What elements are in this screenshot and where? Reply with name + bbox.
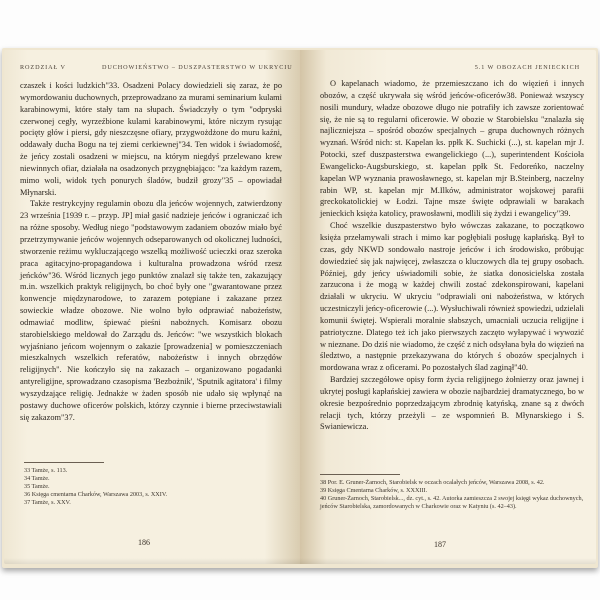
running-head-chapter: ROZDZIAŁ V [20,64,66,71]
footnote-rule [320,474,400,475]
open-book [2,48,598,568]
page-number-left: 186 [138,538,150,547]
footnote: 33 Tamże, s. 113. [24,467,68,474]
right-body-text [320,78,584,433]
footnote-rule [24,462,104,463]
paragraph: O kapelanach wiadomo, że przemieszczano ich do więzień i innych obozów, a część ukrywała się wśród jeńców-oficerów38. Ponieważ wszyscy nosili mundury, władze obozowe długo nie potrafiły ich zawsze zorientować się, że nie są to regularni oficerowie. W obozie w Starobielsku "znalazła się najliczniejsza – spośród obozów specjalnych – grupa duchownych różnych wyznań. Wśród nich: st. Kapelan ks. ppłk K. Suchicki (...), st. kapelan mjr J. Potocki, szef duszpasterstwa ewangelickiego (...), superintendent Kościoła Ewangelicko-Augsburskiego, st. kapelan ppłk St. Fedoreńko, naczelny kapelan WP wyznania prawosławnego, st. kapelan mjr B.Steinberg, naczelny rabin WP, st. kapelan mjr M.Ilków, administrator wojskowej parafii greckokatolickiej w Łodzi. Tajne msze święte odprawiali w barakach jenieckich księża katolicy, prawosławni, modlili się żydzi i ewangelicy"39. [320,79,584,219]
page-shadow [4,558,300,564]
footnote: 35 Tamże. [24,483,50,491]
left-body-text [20,80,282,423]
paragraph: Choć wszelkie duszpasterstwo było wówczas zakazane, to początkowo księża przełamywali strach i mimo kar pogłębiali posługę kapłańską. Był to czas, gdy NKWD sondowało nastroje jeńców i ich środowisko, próbując dowiedzieć się jak najwięcej, zwłaszcza o kluczowych dla tej grupy osobach. Później, gdy jeńcy uświadomili sobie, że siatka donosicielska została zarzucona i że mogą w każdej chwili zostać zdekonspirowani, kapelani działali w ukryciu. W ukryciu "odprawiali oni nabożeństwa, w których uczestniczyli jeńcy-oficerowie (...). Wysłuchiwali również spowiedzi, udzielali komunii świętej. Wspierali moralnie słabszych, umacniali uczucia religijne i patriotyczne. Dlatego też ich jako pierwszych zaczęto wyłapywać i wywozić w nieznane. Do dziś nie wiadomo, że część z nich odsyłana była do więzień na śledztwo, a następnie przekazywana do których ś obozów specjalnych i mordowana wraz z oficerami. Po pozostałych ślad zaginął"40. [320,221,584,373]
paragraph: czaszek i kości ludzkich"33. Osadzeni Polacy dowiedzieli się zaraz, że po wymordowaniu duchownych, przeprowadzano za murami seminarium kulami karabinowymi, które stały tam na słupach. Świadczyły o tym "odpryski czerwonej cegły, wyrzeźbione kulami karabinowymi, które niczym rysując pocięty głów i piersi, gdy nieszczęsne ofiary, przygwożdżone do muru kaźni, oddawały ducha Bogu na tej ziemi cerkiewnej"34. Ten widok i świadomość, że jeńcy zostali osadzeni w miejscu, na którym niegdyś przelewano krew niewinnych ofiar, działała na osadzonych przygnębiająco: "za każdym razem, mimo woli, widok tych ponurych śladów, budził grozy"35 – opowiadał Młynarski. [20,81,282,197]
footnote: 37 Tamże, s. XXV. [24,499,71,507]
paragraph: Bardziej szczegółowe opisy form życia religijnego żołnierzy oraz jawnej i ukrytej posługi kapłańskiej zawiera w obozie najbardziej dramatycznego, bo w okresie bezpośrednio poprzedzającym zbrodnię katyńską, znane są z dwóch relacji tych, którzy przeżyli – ze wspomnień B. Młynarskiego i S. Swianiewicza. [320,375,584,432]
footnote: 40 Gruner-Żarnoch, Starobielsk..., dz. cyt., s. 42. Autorka zamieszcza 2 swojej księgi wykaz duchownych, jeńców Starobielska, zamordowanych w Charkowie oraz w Katyniu (s. 42–43). [320,495,584,511]
footnote: 38 Por. E. Gruner-Żarnoch, Starobielsk w oczach ocalałych jeńców, Warszawa 2008, s. 42. [320,479,545,486]
left-footnotes [24,462,264,507]
right-page [300,50,596,564]
page-number-right: 187 [434,540,446,549]
paragraph: Także restrykcyjny regulamin obozu dla jeńców wojennych, zatwierdzony 23 września [1939 r. – przyp. JP] miał gasić nadzieje jeńców i ograniczać ich na różne sposoby. Według niego "podstawowym zadaniem obozów miało być przetrzymywanie jeńców wojennych odseparowanych od okolicznej ludności, stworzenie reżimu wykluczającego wszelką możliwość ucieczki oraz szeroka praca agitacyjno-propagandowa i kulturalna prowadzona wśród rzesz jeńcków"36. Wśród licznych jego punktów znalazł się także ten, zakazujący m.in. wszelkich praktyk religijnych, bo choć były one "gwarantowane przez konwencje międzynarodowe, to zarazem potępiane i zakazane przez sowieckie władze obozowe. Nie wolno było odprawiać nabożeństw, odmawiać modlitw, śpiewać pieśni nabożnych. Komisarz obozu starobielskiego meldował do Zarządu ds. Jeńców: "we wszystkich blokach wyjaśniano jeńcom wojennym o zakazie [prowadzenia] w pomieszczeniach mieszkalnych wszelkich referatów, nabożeństw i innych obrzędów religijnych". Nie kończyło się na zakazach – organizowano pogadanki antyreligijne, sprowadzano czasopisma 'Bezbożnik', 'Sputnik agitatora' i filmy wyszydzające religię. Jednakże w żaden sposób nie udało się wpłynąć na postawy duchowe oficerów polskich, którzy czynnie i bierne przeciwstawiali się zakazom"37. [20,199,282,422]
page-shadow [300,558,596,564]
running-head-section: 5.1 W OBOZACH JENIECKICH [474,64,580,71]
running-head-title: DUCHOWIEŃSTWO – DUSZPASTERSTWO W UKRYCIU [102,64,293,71]
footnote: 36 Księga cmentarna Charków, Warszawa 2003, s. XXIV. [24,491,168,499]
footnote: 34 Tamże. [24,475,50,483]
right-footnotes [320,474,586,511]
left-page [4,50,300,564]
footnote: 39 Księga Cmentarna Charków, s. XXXIII. [320,487,428,495]
